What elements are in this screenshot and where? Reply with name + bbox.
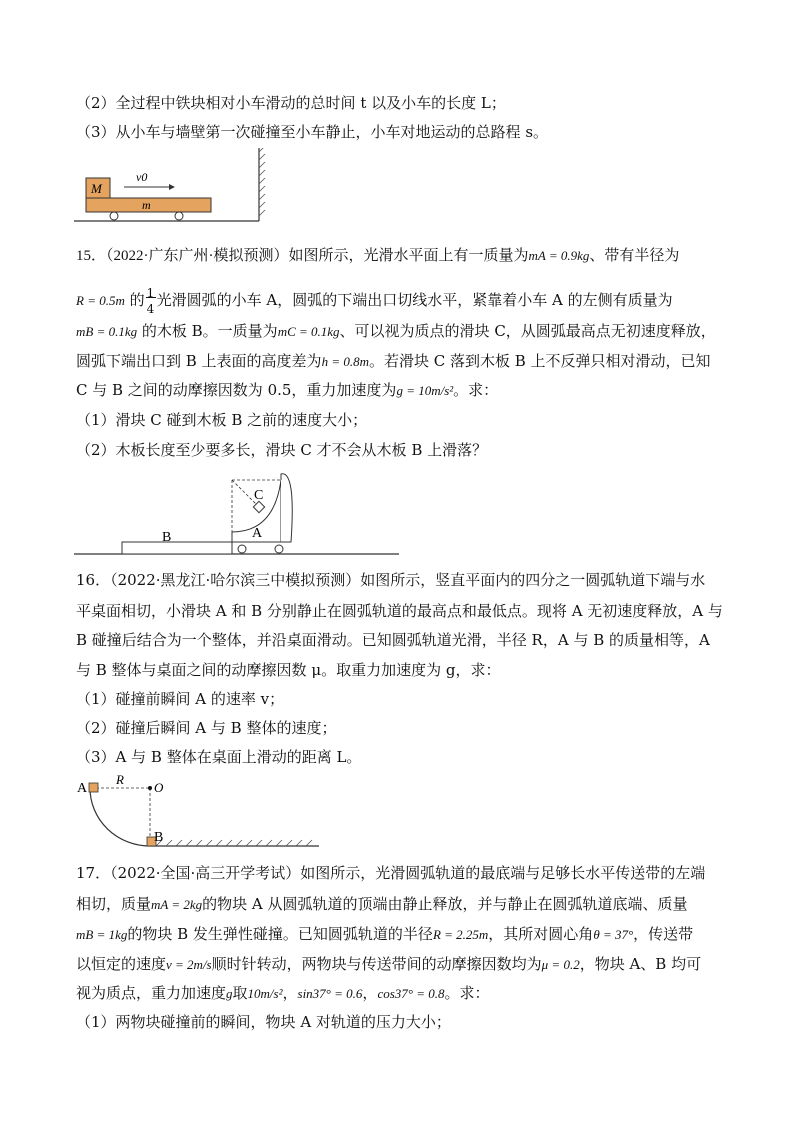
q16-part2: （2）碰撞后瞬间 A 与 B 整体的速度；	[76, 719, 337, 737]
q16-line1: 16．（2022·黑龙江·哈尔滨三中模拟预测）如图所示，竖直平面内的四分之一圆弧轨道下端与水	[76, 571, 706, 589]
q14-fig-label-M: M	[91, 181, 102, 196]
q16-fig-label-O: O	[154, 780, 164, 795]
q15-line5: C 与 B 之间的动摩擦因数为 0.5，重力加速度为g = 10m/s²。求：	[76, 381, 499, 399]
q15-part1: （1）滑块 C 碰到木板 B 之前的速度大小；	[76, 411, 368, 429]
q14-figure	[74, 148, 274, 228]
q15-line1: 15．（2022·广东广州·模拟预测）如图所示，光滑水平面上有一质量为mA = 0.9kg、带有半径为	[76, 246, 680, 264]
q14-fig-label-v0: v0	[136, 170, 148, 184]
q17-line3: mB = 1kg的物块 B 发生弹性碰撞。已知圆弧轨道的半径R = 2.25m，其所对圆心角θ = 37°，传送带	[76, 925, 694, 943]
q15-line4: 圆弧下端出口到 B 上表面的高度差为h = 0.8m。若滑块 C 落到木板 B 上不反弹只相对滑动，已知	[76, 352, 711, 370]
q14-part2: （2）全过程中铁块相对小车滑动的总时间 t 以及小车的长度 L；	[76, 94, 506, 112]
q15-fig-label-C: C	[254, 488, 264, 503]
q14-part3: （3）从小车与墙壁第一次碰撞至小车静止，小车对地运动的总路程 s。	[76, 123, 549, 141]
q16-line3: B 碰撞后结合为一个整体，并沿桌面滑动。已知圆弧轨道光滑，半径 R，A 与 B 的质量相等，A	[76, 631, 710, 649]
q16-figure	[74, 770, 334, 850]
quarter-fraction: 1 4	[146, 286, 155, 316]
q17-line1: 17．（2022·全国·高三开学考试）如图所示，光滑圆弧轨道的最底端与足够长水平传送带的左端	[76, 864, 706, 882]
q16-fig-label-B: B	[154, 830, 164, 845]
q15-fig-label-B: B	[162, 530, 172, 545]
q15-figure	[74, 466, 404, 560]
q14-fig-label-m: m	[142, 198, 151, 212]
q17-line5: 视为质点，重力加速度g取10m/s²，sin37° = 0.6，cos37° = 0.8。求：	[76, 984, 490, 1002]
q16-line4: 与 B 整体与桌面之间的动摩擦因数 μ。取重力加速度为 g，求：	[76, 661, 501, 679]
q15-line2: R = 0.5m 的 1 4 光滑圆弧的小车 A，圆弧的下端出口切线水平，紧靠着小车 A 的左侧有质量为	[76, 286, 673, 316]
q16-part1: （1）碰撞前瞬间 A 的速率 v；	[76, 690, 285, 708]
q15-fig-label-A: A	[252, 526, 263, 541]
q17-line4: 以恒定的速度v = 2m/s顺时针转动，两物块与传送带间的动摩擦因数均为μ = 0.2，物块 A、B 均可	[76, 955, 702, 973]
q15-line3: mB = 0.1kg 的木板 B。一质量为mC = 0.1kg、可以视为质点的滑块 C，从圆弧最高点无初速度释放，	[76, 322, 716, 340]
q15-part2: （2）木板长度至少要多长，滑块 C 才不会从木板 B 上滑落？	[76, 441, 488, 459]
q16-line2: 平桌面相切，小滑块 A 和 B 分别静止在圆弧轨道的最高点和最低点。现将 A 无初速度释放，A 与	[76, 602, 723, 620]
q16-part3: （3）A 与 B 整体在桌面上滑动的距离 L。	[76, 748, 362, 766]
q17-line2: 相切，质量mA = 2kg的物块 A 从圆弧轨道的顶端由静止释放，并与静止在圆弧轨道底端、质量	[76, 895, 688, 913]
q16-fig-label-R: R	[116, 772, 124, 787]
q16-fig-label-A: A	[77, 781, 88, 796]
q17-part1: （1）两物块碰撞前的瞬间，物块 A 对轨道的压力大小；	[76, 1013, 451, 1031]
